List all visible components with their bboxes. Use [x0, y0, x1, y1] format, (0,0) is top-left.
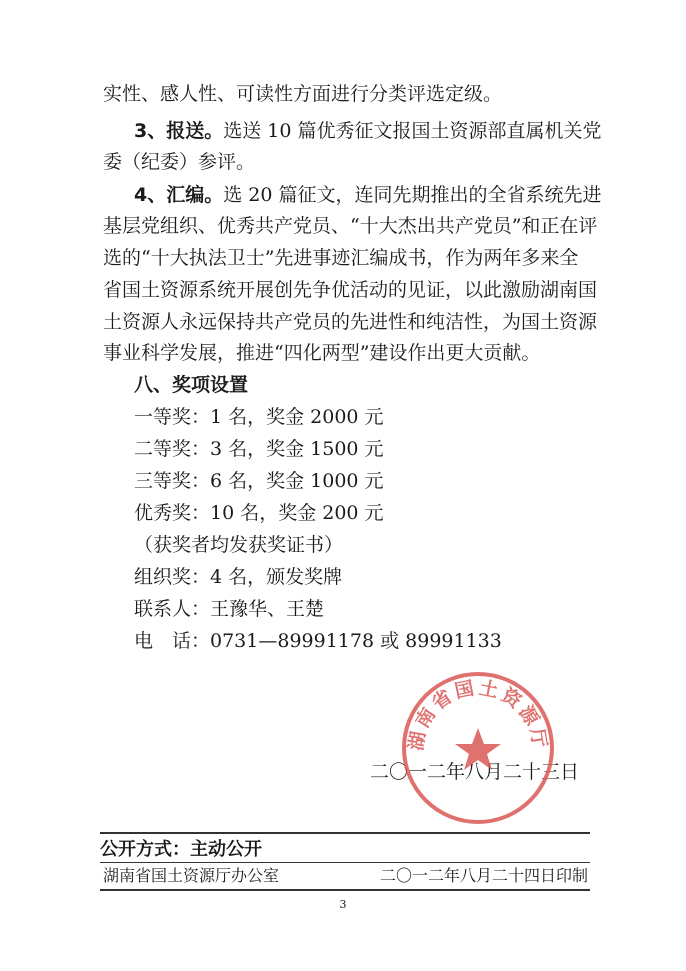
- award-line: 组织奖：4 名，颁发奖牌: [134, 566, 343, 588]
- footer-mid-rule: [100, 862, 590, 863]
- item-label-report: 3、报送。: [134, 120, 224, 142]
- official-seal-icon: [398, 668, 558, 828]
- disclosure-label: 公开方式：主动公开: [100, 839, 262, 860]
- award-note: （获奖者均发获奖证书）: [134, 534, 344, 556]
- item-text: 选 20 篇征文，连同先期推出的全省系统先进: [223, 184, 602, 206]
- item-text: 选送 10 篇优秀征文报国土资源部直属机关党: [223, 120, 602, 142]
- award-line: 优秀奖：10 名，奖金 200 元: [134, 502, 384, 524]
- footer-top-rule: [100, 832, 590, 834]
- footer-bottom-rule: [100, 889, 590, 891]
- page-number: 3: [339, 898, 347, 911]
- paragraph-3-line-1: [134, 119, 602, 143]
- paragraph-4-line-6: 事业科学发展，推进“四化两型”建设作出更大贡献。: [103, 342, 541, 364]
- item-label-compile: 4、汇编。: [134, 184, 224, 206]
- contact-people: 联系人：王豫华、王楚: [134, 598, 325, 620]
- award-line: 二等奖：3 名，奖金 1500 元: [134, 438, 384, 460]
- paragraph-3-line-2: 委（纪委）参评。: [103, 151, 256, 173]
- paragraph-4-line-2: 基层党组织、优秀共产党员、“十大杰出共产党员”和正在评: [103, 215, 598, 237]
- contact-phone: 电 话：0731—89991178 或 89991133: [134, 630, 502, 652]
- section-heading: 八、奖项设置: [134, 374, 249, 396]
- award-line: 一等奖：1 名，奖金 2000 元: [134, 406, 384, 428]
- paragraph-4-line-5: 土资源人永远保持共产党员的先进性和纯洁性，为国土资源: [103, 311, 598, 333]
- award-line: 三等奖：6 名，奖金 1000 元: [134, 470, 384, 492]
- svg-text:湖南省国土资源厅: 湖南省国土资源厅: [405, 676, 551, 753]
- signature-date: 二〇一二年八月二十三日: [370, 761, 580, 783]
- paragraph-4-line-4: 省国土资源系统开展创先争优活动的见证，以此激励湖南国: [103, 279, 598, 301]
- paragraph-4-line-1: [134, 183, 602, 207]
- paragraph-line: 实性、感人性、可读性方面进行分类评选定级。: [103, 83, 503, 105]
- paragraph-4-line-3: 选的“十大执法卫士”先进事迹汇编成书，作为两年多来全: [103, 247, 579, 269]
- print-date: 二〇一二年八月二十四日印制: [379, 866, 588, 885]
- issuing-office: 湖南省国土资源厅办公室: [103, 866, 280, 885]
